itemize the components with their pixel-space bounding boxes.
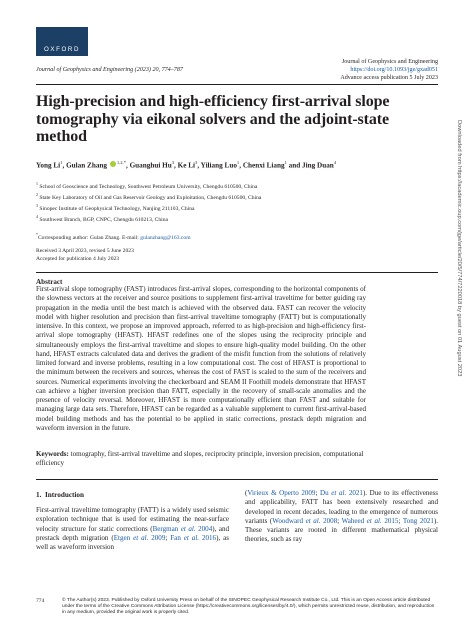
- journal-name-header: Journal of Geophysics and Engineering: [341, 59, 438, 65]
- article-title: High-precision and high-efficiency first-arrival slope tomography via eikonal solvers and the adjoint-state method: [36, 93, 390, 145]
- section-heading-introduction: 1. Introduction: [36, 491, 84, 499]
- journal-citation: Journal of Geophysics and Engineering (2023) 20, 774–787: [36, 67, 183, 73]
- page-number: 774: [36, 598, 45, 604]
- received-date: Received 3 April 2023, revised 5 June 2023: [36, 248, 134, 254]
- accepted-date: Accepted for publication 4 July 2023: [36, 256, 120, 263]
- orcid-icon[interactable]: [110, 161, 116, 167]
- author-list: Yong Li$^1$, Gulan Zhang $^{1,2,*}$, Guanghui Hu$^3$, Ke Li$^3$, Yiliang Luo$^1$, Chenxi Liang$^1$ and Jing Duan$^4$: [36, 160, 337, 170]
- affiliation-item: $^3$ Sinopec Institute of Geophysical Technology, Nanjing 211103, China: [36, 204, 195, 212]
- intro-column-left: First-arrival traveltime tomography (FATT) is a widely used seismic exploration technique that is used for estimating the near-surface velocity structure for static corrections (Bergman et al. 2004), and prestack depth migration (Etgen et al. 2009; Fan et al. 2016), as well as waveform inversion: [36, 506, 229, 551]
- intro-column-right: (Virieux & Operto 2009; Du et al. 2021). Due to its effectiveness and applicability, FATT has been extensively researched and developed in recent decades, leading to the emergence of numerous variants (Woodward et al. 2008; Waheed et al. 2015; Tong 2021). These variants are rooted in different mathematical physical theories, such as ray: [245, 489, 439, 544]
- author-name[interactable]: Ke Li: [177, 161, 196, 170]
- article-dates: [36, 247, 134, 264]
- author-name[interactable]: Chenxi Liang: [242, 161, 285, 170]
- affiliation-item: $^2$ State Key Laboratory of Oil and Gas Reservoir Geology and Exploitation, Chengdu 610500, China: [36, 193, 262, 201]
- affiliation-item: $^4$ Southwest Branch, BGP, CNPC, Chengdu 610213, China: [36, 215, 169, 224]
- corresponding-author: *Corresponding author: Gulan Zhang. E-mail: gulanzhang@163.com: [36, 233, 191, 241]
- author-name[interactable]: Yong Li: [36, 161, 61, 170]
- author-name[interactable]: Yiliang Luo: [200, 161, 237, 170]
- doi-link[interactable]: https://doi.org/10.1093/jge/gxad051: [350, 67, 438, 73]
- keywords-rule: [36, 479, 438, 480]
- oxford-logo: OXFORD: [36, 27, 88, 56]
- affiliation-item: $^1$ School of Geoscience and Technology, Southwest Petroleum University, Chengdu 610500, China: [36, 182, 258, 190]
- license-footer: © The Author(s) 2023. Published by Oxford University Press on behalf of the SINOPEC Geophysical Research Institute Co., Ltd. This is an Open Access article distributed under the terms of the Creative Commons Attribution License (https://creativecommons.org/licenses/by/4.0/), which permits unrestricted reuse, distribution, and reproduction in any medium, provided the original work is properly cited.: [62, 598, 435, 616]
- header-rule: [36, 84, 438, 85]
- author-name[interactable]: Jing Duan: [302, 161, 334, 170]
- abstract-rule: [36, 272, 438, 273]
- abstract-text: First-arrival slope tomography (FAST) introduces first-arrival slopes, corresponding to the horizontal components of the slowness vectors at the receiver and source positions to supplement first-arrival traveltime for better guiding ray propagation in the media until the best match is achieved with the observed data. FAST can recover the velocity model with higher resolution and precision than first-arrival traveltime tomography (FATT) but is computationally intensive. In this context, we propose an improved approach, referred to as high-precision and high-efficiency first-arrival slope tomography (HFAST). HFAST redefines one of the slopes using the reciprocity principle and simultaneously employs the first-arrival traveltime and slopes to ensure high-quality model building. On the other hand, HFAST extracts calculated data and derives the gradient of the misfit function from the solutions of relatively limited forward and inverse problems, resulting in a low computational cost. The cost of HFAST is proportional to the minimum between the receivers and sources, whereas the cost of FAST is scaled to the sum of the receivers and sources. Numerical experiments involving the checkerboard and SEAM II Foothill models demonstrate that HFAST can achieve a higher inversion precision than FATT, especially in the recovery of small-scale anomalies and the presence of velocity reversal. Moreover, HFAST is more computationally efficient than FAST and suitable for managing large data sets. Therefore, HFAST can be regarded as a valuable supplement to current first-arrival-based model building methods and has the potential to be applied in static corrections, prestack depth migration and waveform inversion in the future.: [36, 285, 366, 432]
- author-name[interactable]: Guanghui Hu: [129, 161, 172, 170]
- keywords: Keywords: tomography, first-arrival traveltime and slopes, reciprocity principle, inversion precision, computational efficiency: [36, 450, 364, 468]
- advance-access-date: Advance access publication 5 July 2023: [340, 75, 438, 81]
- abstract-heading: Abstract: [36, 278, 63, 286]
- download-sidebar: Downloaded from https://academic.oup.com/jge/article/20/5/774/7220018 by guest on 01 August 2023: [456, 120, 462, 377]
- email-link[interactable]: gulanzhang@163.com: [140, 234, 191, 241]
- affiliations: [36, 180, 438, 224]
- author-name[interactable]: Gulan Zhang: [66, 161, 108, 170]
